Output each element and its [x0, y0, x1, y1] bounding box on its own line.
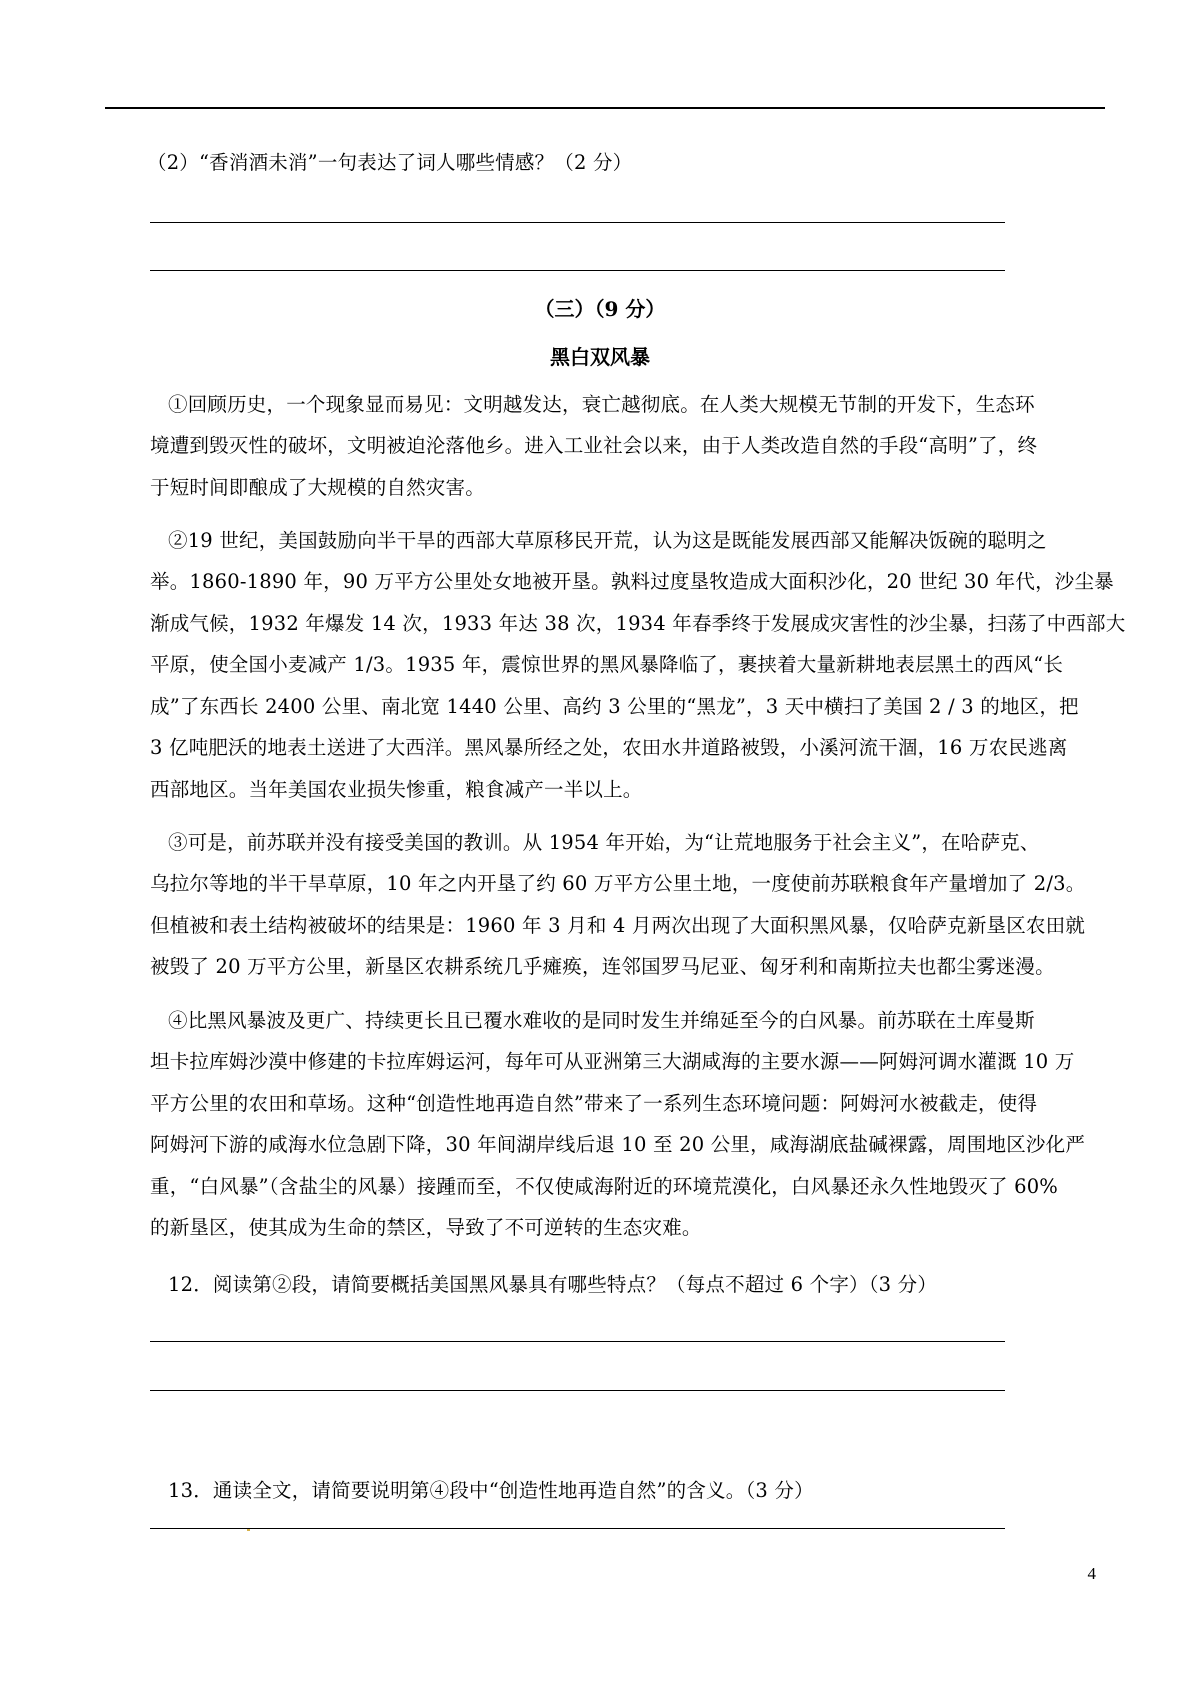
paragraph-line: 平方公里的农田和草场。这种“创造性地再造自然”带来了一系列生态环境问题：阿姆河水被截走，使得: [150, 1092, 1038, 1115]
article-title: 黑白双风暴: [550, 345, 650, 369]
answer-line[interactable]: [150, 222, 1005, 223]
section-title: （三）（9 分）: [534, 297, 666, 321]
answer-line[interactable]: [150, 270, 1005, 271]
paragraph-line: 于短时间即酿成了大规模的自然灾害。: [150, 476, 485, 499]
answer-line[interactable]: [150, 1390, 1005, 1391]
paragraph-line: 阿姆河下游的咸海水位急剧下降，30 年间湖岸线后退 10 至 20 公里，咸海湖底盐碱裸露，周围地区沙化严: [150, 1133, 1086, 1156]
paragraph-line: ④比黑风暴波及更广、持续更长且已覆水难收的是同时发生并绵延至今的白风暴。前苏联在土库曼斯: [168, 1009, 1035, 1032]
paragraph-line: 乌拉尔等地的半干旱草原，10 年之内开垦了约 60 万平方公里土地，一度使前苏联粮食年产量增加了 2/3。: [150, 872, 1086, 895]
paragraph-line: 但植被和表土结构被破坏的结果是：1960 年 3 月和 4 月两次出现了大面积黑风暴，仅哈萨克新垦区农田就: [150, 914, 1086, 937]
answer-line[interactable]: [150, 1341, 1005, 1342]
paragraph-line: 成”了东西长 2400 公里、南北宽 1440 公里、高约 3 公里的“黑龙”，3 天中横扫了美国 2 / 3 的地区，把: [150, 695, 1079, 718]
paragraph-line: 3 亿吨肥沃的地表土送进了大西洋。黑风暴所经之处，农田水井道路被毁，小溪河流干涸，16 万农民逃离: [150, 736, 1068, 759]
header-rule: [105, 107, 1105, 109]
paragraph-line: ①回顾历史，一个现象显而易见：文明越发达，衰亡越彻底。在人类大规模无节制的开发下，生态环: [168, 393, 1035, 416]
paragraph-line: ②19 世纪，美国鼓励向半干旱的西部大草原移民开荒，认为这是既能发展西部又能解决饭碗的聪明之: [168, 529, 1047, 552]
answer-line[interactable]: [150, 1528, 1005, 1529]
question-13: 13．通读全文，请简要说明第④段中“创造性地再造自然”的含义。（3 分）: [168, 1479, 814, 1502]
paragraph-line: 渐成气候，1932 年爆发 14 次，1933 年达 38 次，1934 年春季终于发展成灾害性的沙尘暴，扫荡了中西部大: [150, 612, 1126, 635]
paragraph-line: 境遭到毁灭性的破坏，文明被迫沦落他乡。进入工业社会以来，由于人类改造自然的手段“高明”了，终: [150, 434, 1038, 457]
question-2: （2）“香消酒未消”一句表达了词人哪些情感？（2 分）: [147, 151, 633, 174]
page-number: 4: [1087, 1564, 1096, 1583]
paragraph-line: 被毁了 20 万平方公里，新垦区农耕系统几乎瘫痪，连邻国罗马尼亚、匈牙利和南斯拉夫也都尘雾迷漫。: [150, 955, 1055, 978]
paragraph-line: 重，“白风暴”（含盐尘的风暴）接踵而至，不仅使咸海附近的环境荒漠化，白风暴还永久性地毁灭了 60%: [150, 1175, 1059, 1198]
paragraph-line: ③可是，前苏联并没有接受美国的教训。从 1954 年开始，为“让荒地服务于社会主义”，在哈萨克、: [168, 831, 1040, 854]
question-12: 12．阅读第②段，请简要概括美国黑风暴具有哪些特点？（每点不超过 6 个字）（3 分）: [168, 1273, 938, 1296]
paragraph-line: 平原，使全国小麦减产 1/3。1935 年，震惊世界的黑风暴降临了，裹挟着大量新耕地表层黑土的西风“长: [150, 653, 1064, 676]
paragraph-line: 西部地区。当年美国农业损失惨重，粮食减产一半以上。: [150, 778, 643, 801]
paragraph-line: 举。1860-1890 年，90 万平方公里处女地被开垦。孰料过度垦牧造成大面积沙化，20 世纪 30 年代，沙尘暴: [150, 570, 1114, 593]
paragraph-line: 的新垦区，使其成为生命的禁区，导致了不可逆转的生态灾难。: [150, 1216, 702, 1239]
paragraph-line: 坦卡拉库姆沙漠中修建的卡拉库姆运河，每年可从亚洲第三大湖咸海的主要水源——阿姆河调水灌溉 10 万: [150, 1050, 1075, 1073]
